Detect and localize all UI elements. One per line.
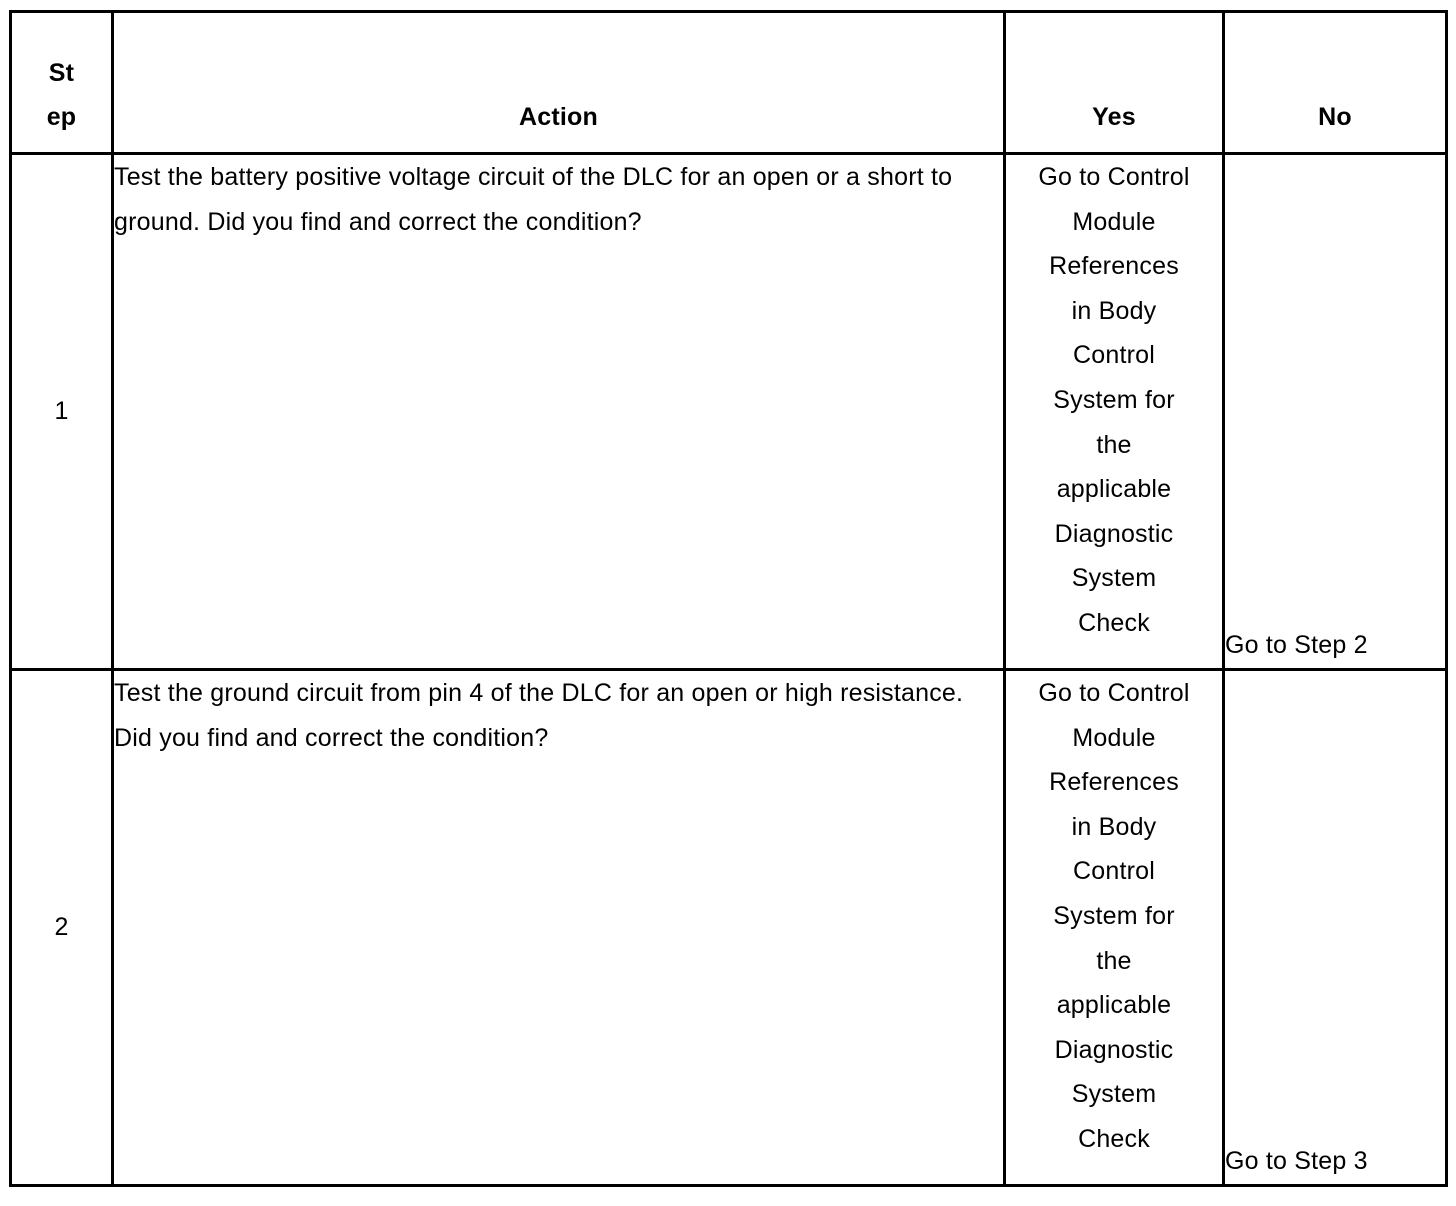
yes-line: applicable	[1056, 991, 1172, 1020]
yes-line: System for	[1053, 901, 1175, 930]
action-column-header: Action	[113, 12, 1005, 154]
yes-line: Module	[1072, 723, 1156, 752]
action-text: Test the battery positive voltage circuit of the DLC for an open or a short to ground. Did you find and correct the condition?	[113, 154, 1005, 670]
step-number: 2	[11, 670, 113, 1186]
yes-line: Diagnostic	[1054, 519, 1174, 548]
yes-line: System for	[1053, 385, 1175, 414]
yes-line: System	[1071, 564, 1157, 593]
yes-line: System	[1071, 1080, 1157, 1109]
yes-line: Check	[1078, 608, 1150, 637]
step-column-header	[11, 12, 113, 154]
header-row	[11, 12, 1447, 154]
step-header-line2: ep	[46, 103, 77, 132]
yes-line: Module	[1072, 207, 1156, 236]
no-result: Go to Step 3	[1224, 670, 1447, 1186]
yes-line: the	[1096, 946, 1132, 975]
no-result: Go to Step 2	[1224, 154, 1447, 670]
diagnostic-table	[9, 10, 1448, 1187]
yes-line: References	[1049, 252, 1179, 281]
table-row	[11, 670, 1447, 1186]
yes-line: References	[1049, 768, 1179, 797]
yes-line: Go to Control	[1038, 679, 1190, 707]
no-column-header: No	[1224, 12, 1447, 154]
yes-line: in Body	[1071, 296, 1157, 325]
table-header	[11, 12, 1447, 154]
yes-result	[1005, 670, 1224, 1186]
table-row	[11, 154, 1447, 670]
yes-line: Check	[1078, 1124, 1150, 1153]
table-body	[11, 154, 1447, 1186]
yes-line: in Body	[1071, 812, 1157, 841]
yes-line: the	[1096, 430, 1132, 459]
yes-column-header: Yes	[1005, 12, 1224, 154]
yes-line: Diagnostic	[1054, 1035, 1174, 1064]
step-header-line1: St	[48, 58, 75, 87]
yes-line: Go to Control	[1038, 163, 1190, 191]
yes-line: Control	[1073, 341, 1155, 370]
action-text: Test the ground circuit from pin 4 of the DLC for an open or high resistance. Did you find and correct the condition?	[113, 670, 1005, 1186]
yes-line: applicable	[1056, 475, 1172, 504]
step-number: 1	[11, 154, 113, 670]
yes-line: Control	[1073, 857, 1155, 886]
yes-result	[1005, 154, 1224, 670]
